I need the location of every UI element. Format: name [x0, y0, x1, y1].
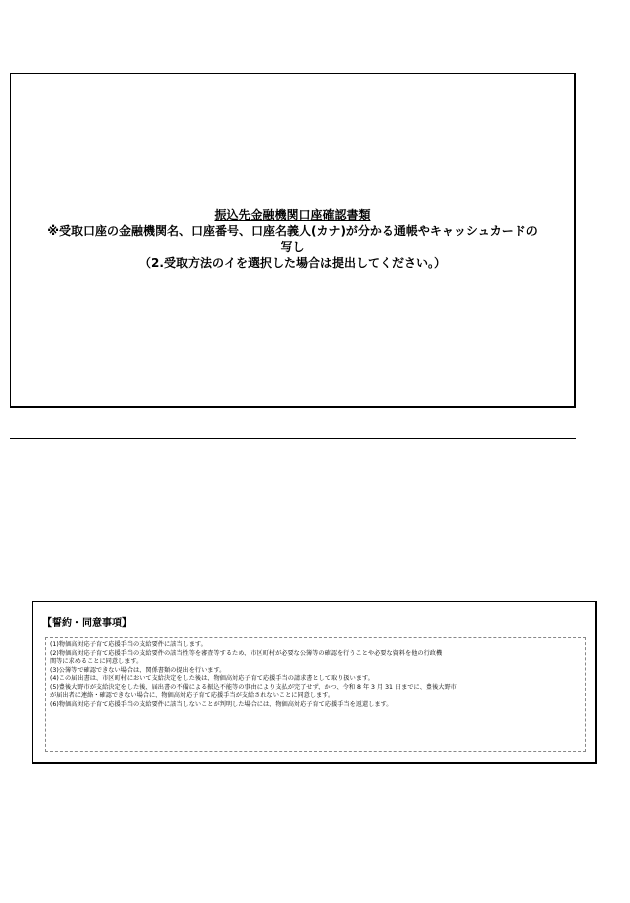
pledge-item: (4)この届出書は、市区町村において支給決定をした後は、物価高対応子育て応援手当の請求書として取り扱います。	[50, 675, 374, 682]
pledge-items-box	[45, 637, 586, 752]
pledge-item: (1)物価高対応子育て応援手当の支給要件に該当します。	[50, 641, 207, 648]
bank-account-document-description-cont: 写し	[280, 240, 305, 254]
pledge-item: (5)豊後大野市が支給決定をした後、届出書の不備による振込不能等の事由により支払が完了せず、かつ、令和 8 年 3 月 31 日までに、豊後大野市 が届出者に連絡・確認できない場合に、物価高対応子育て応援手当が支給されないことに同意します。	[50, 683, 457, 699]
bank-account-document-note: （2.受取方法のイを選択した場合は提出してください。）	[139, 256, 446, 270]
pledge-heading: 【誓約・同意事項】	[42, 618, 132, 629]
pledge-item: (6)物価高対応子育て応援手当の支給要件に該当しないことが判明した場合には、物価高対応子育て応援手当を返還します。	[50, 700, 393, 708]
pledge-item: (2)物価高対応子育て応援手当の支給要件の該当性等を審査等するため、市区町村が必要な公簿等の確認を行うことや必要な資料を他の行政機 関等に求めることに同意します。	[50, 649, 443, 665]
pledge-item: (3)公簿等で確認できない場合は、関係書類の提出を行います。	[50, 666, 226, 674]
section-divider	[10, 438, 576, 439]
bank-account-document-description: ※受取口座の金融機関名、口座番号、口座名義人(カナ)が分かる通帳やキャッシュカードの	[47, 224, 538, 238]
pledge-consent-box	[32, 601, 597, 764]
bank-account-document-box	[10, 73, 576, 408]
bank-account-document-text	[11, 207, 574, 271]
bank-account-document-title: 振込先金融機関口座確認書類	[214, 208, 371, 222]
